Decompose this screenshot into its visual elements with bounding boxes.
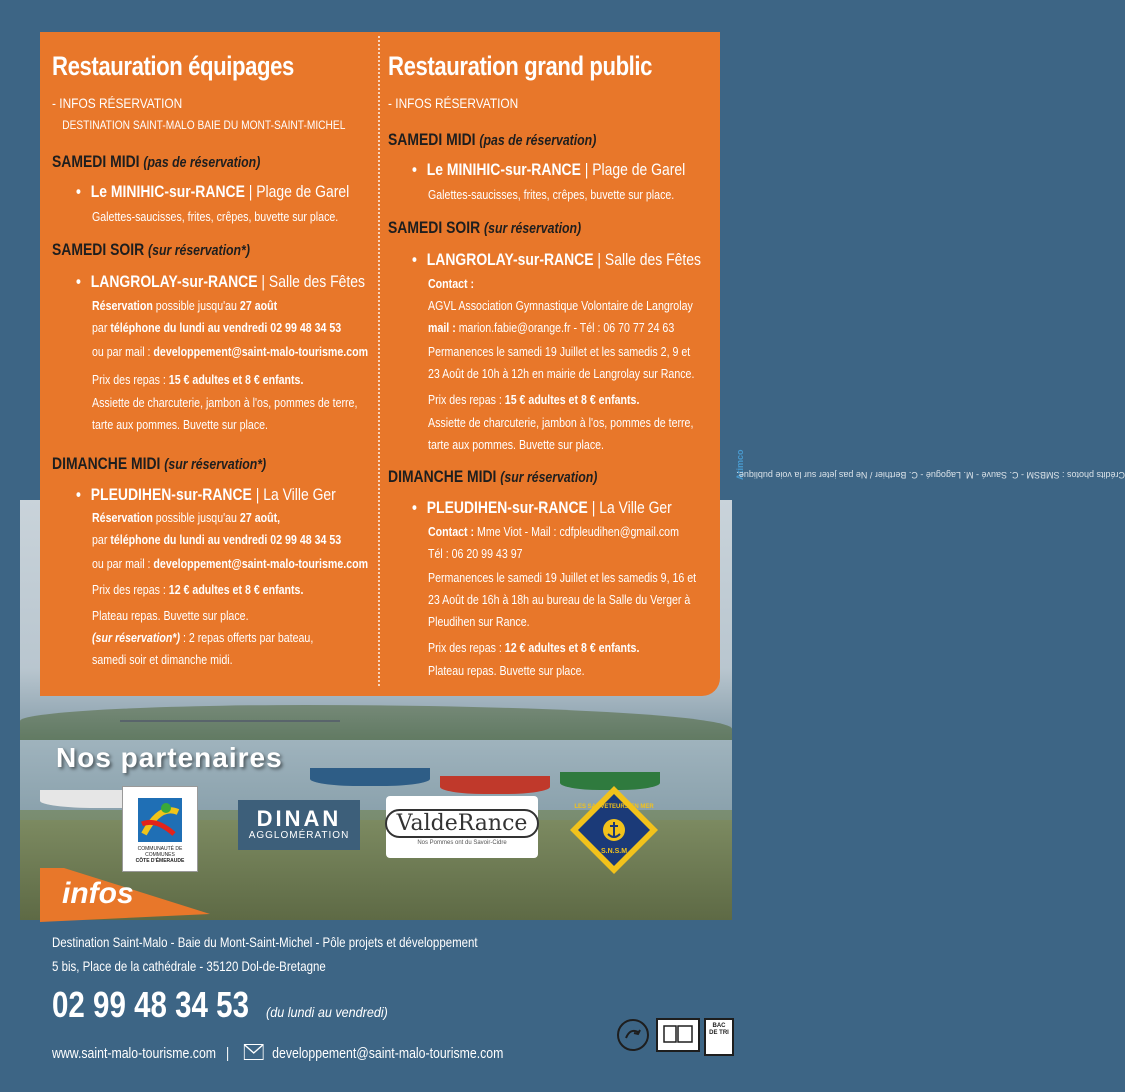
snsm-bottom-text: S.N.S.M <box>600 848 628 855</box>
phone-hours: (du lundi au vendredi) <box>266 1004 388 1020</box>
cote-caption: COMMUNAUTÉ DE COMMUNES CÔTE D'ÉMERAUDE <box>135 846 185 864</box>
crew-sub-destination: DESTINATION SAINT-MALO BAIE DU MONT-SAINT-MICHEL <box>62 118 346 132</box>
public-dimanche-midi-contact: Contact : Mme Viot - Mail : cdfpleudihen@gmail.com <box>428 525 679 539</box>
crew-samedi-soir-price: Prix des repas : 15 € adultes et 8 € enfants. <box>92 373 304 387</box>
public-samedi-soir-contact: Contact : <box>428 277 475 291</box>
crew-samedi-soir-heading: SAMEDI SOIR (sur réservation*) <box>52 240 250 259</box>
photo-bridge <box>120 720 340 722</box>
crew-samedi-soir-line: par téléphone du lundi au vendredi 02 99 48 34 53 <box>92 321 342 335</box>
dinan-logo-subtext: AGGLOMÉRATION <box>248 830 350 841</box>
crew-dimanche-midi-line: par téléphone du lundi au vendredi 02 99 48 34 53 <box>92 533 342 547</box>
public-dimanche-midi-heading: DIMANCHE MIDI (sur réservation) <box>388 467 598 486</box>
public-samedi-soir-line: AGVL Association Gymnastique Volontaire de Langrolay <box>428 299 693 313</box>
public-samedi-soir-line: mail : marion.fabie@orange.fr - Tél : 06 70 77 24 63 <box>428 321 675 335</box>
photo-boat <box>440 776 550 794</box>
valderance-logo-text: ValdeRance <box>385 809 540 838</box>
photo-boat <box>310 768 430 786</box>
public-samedi-soir-line: 23 Août de 10h à 12h en mairie de Langrolay sur Rance. <box>428 367 695 381</box>
public-dimanche-midi-line: Permanences le samedi 19 Juillet et les samedis 9, 16 et <box>428 571 697 585</box>
snsm-emblem <box>566 782 662 878</box>
public-samedi-soir-line: tarte aux pommes. Buvette sur place. <box>428 438 604 452</box>
address-line-1: Destination Saint-Malo - Baie du Mont-Saint-Michel - Pôle projets et développement <box>52 934 478 950</box>
crew-samedi-soir-line: tarte aux pommes. Buvette sur place. <box>92 418 268 432</box>
public-samedi-soir-heading: SAMEDI SOIR (sur réservation) <box>388 218 582 237</box>
crew-column <box>52 50 372 82</box>
crew-dimanche-midi-line: ou par mail : developpement@saint-malo-tourisme.com <box>92 557 369 571</box>
public-sub-infos: - INFOS RÉSERVATION <box>388 95 519 111</box>
crew-dimanche-midi-price: Prix des repas : 12 € adultes et 8 € enfants. <box>92 583 304 597</box>
credits-text: Crédits photos : SMBSM - C. Sauvé - M. Lagogué - C. Berthier / Ne pas jeter sur la voie publique. <box>736 470 1125 480</box>
public-samedi-soir-line: Permanences le samedi 19 Juillet et les samedis 2, 9 et <box>428 345 691 359</box>
website-link[interactable]: www.saint-malo-tourisme.com <box>52 1045 217 1062</box>
public-samedi-soir-place: • LANGROLAY-sur-RANCE | Salle des Fêtes <box>412 250 702 269</box>
crew-dimanche-midi-heading: DIMANCHE MIDI (sur réservation*) <box>52 454 267 473</box>
public-dimanche-midi-line: Plateau repas. Buvette sur place. <box>428 664 585 678</box>
dinan-agglo-logo <box>238 800 360 850</box>
snsm-top-text: LES SAUVETEURS EN MER <box>574 804 654 810</box>
contact-links <box>52 1044 503 1062</box>
crew-samedi-midi-heading: SAMEDI MIDI (pas de réservation) <box>52 152 261 171</box>
photo-hills <box>20 705 732 745</box>
crew-dimanche-midi-line: samedi soir et dimanche midi. <box>92 653 233 667</box>
bac-de-tri-text: BAC DE TRI <box>709 1023 729 1036</box>
address-line-2: 5 bis, Place de la cathédrale - 35120 Dol-de-Bretagne <box>52 958 326 974</box>
paper-sorting-icon <box>656 1018 700 1052</box>
crew-samedi-soir-place: • LANGROLAY-sur-RANCE | Salle des Fêtes <box>76 272 366 291</box>
valderance-tagline: Nos Pommes ont du Savoir-Cidre <box>417 839 507 846</box>
crew-dimanche-midi-place: • PLEUDIHEN-sur-RANCE | La Ville Ger <box>76 485 336 504</box>
crew-samedi-midi-line: Galettes-saucisses, frites, crêpes, buvette sur place. <box>92 210 339 224</box>
public-title: Restauration grand public <box>388 51 653 81</box>
phone-number[interactable]: 02 99 48 34 53 <box>52 984 249 1025</box>
snsm-logo <box>566 782 662 878</box>
public-samedi-midi-line: Galettes-saucisses, frites, crêpes, buvette sur place. <box>428 188 675 202</box>
crew-samedi-soir-line: Réservation possible jusqu'au 27 août <box>92 299 278 313</box>
public-dimanche-midi-price: Prix des repas : 12 € adultes et 8 € enfants. <box>428 641 640 655</box>
public-column <box>388 50 718 82</box>
cote-emeraude-logo <box>122 786 198 872</box>
crew-samedi-soir-line: ou par mail : developpement@saint-malo-tourisme.com <box>92 345 369 359</box>
link-separator: | <box>226 1045 230 1062</box>
crew-samedi-soir-line: Assiette de charcuterie, jambon à l'os, pommes de terre, <box>92 396 358 410</box>
crew-dimanche-midi-line: (sur réservation*) : 2 repas offerts par bateau, <box>92 631 314 645</box>
public-dimanche-midi-place: • PLEUDIHEN-sur-RANCE | La Ville Ger <box>412 498 672 517</box>
valderance-logo <box>386 796 538 858</box>
crew-dimanche-midi-line: Plateau repas. Buvette sur place. <box>92 609 249 623</box>
public-samedi-midi-heading: SAMEDI MIDI (pas de réservation) <box>388 130 597 149</box>
public-samedi-soir-line: Assiette de charcuterie, jambon à l'os, pommes de terre, <box>428 416 694 430</box>
recycle-icon <box>616 1018 650 1052</box>
crew-dimanche-midi-line: Réservation possible jusqu'au 27 août, <box>92 511 281 525</box>
email-link[interactable]: developpement@saint-malo-tourisme.com <box>272 1045 504 1062</box>
dinan-logo-text: DINAN <box>256 806 342 831</box>
public-dimanche-midi-line: Pleudihen sur Rance. <box>428 615 530 629</box>
column-divider <box>378 36 380 686</box>
infos-label: infos <box>62 877 134 910</box>
mail-icon <box>244 1044 264 1060</box>
photo-credits <box>735 90 1125 490</box>
public-samedi-midi-place: • Le MINIHIC-sur-RANCE | Plage de Garel <box>412 160 686 179</box>
partners-title: Nos partenaires <box>56 742 283 773</box>
cote-emeraude-emblem <box>134 794 186 846</box>
crew-title: Restauration équipages <box>52 51 294 81</box>
public-dimanche-midi-line: 23 Août de 16h à 18h au bureau de la Salle du Verger à <box>428 593 691 607</box>
public-dimanche-midi-line: Tél : 06 20 99 43 97 <box>428 547 523 561</box>
credits-brand: Atimco <box>735 449 745 480</box>
crew-samedi-midi-place: • Le MINIHIC-sur-RANCE | Plage de Garel <box>76 182 350 201</box>
bac-de-tri-icon <box>704 1018 734 1056</box>
public-samedi-soir-price: Prix des repas : 15 € adultes et 8 € enfants. <box>428 393 640 407</box>
crew-sub-infos: - INFOS RÉSERVATION <box>52 95 183 111</box>
